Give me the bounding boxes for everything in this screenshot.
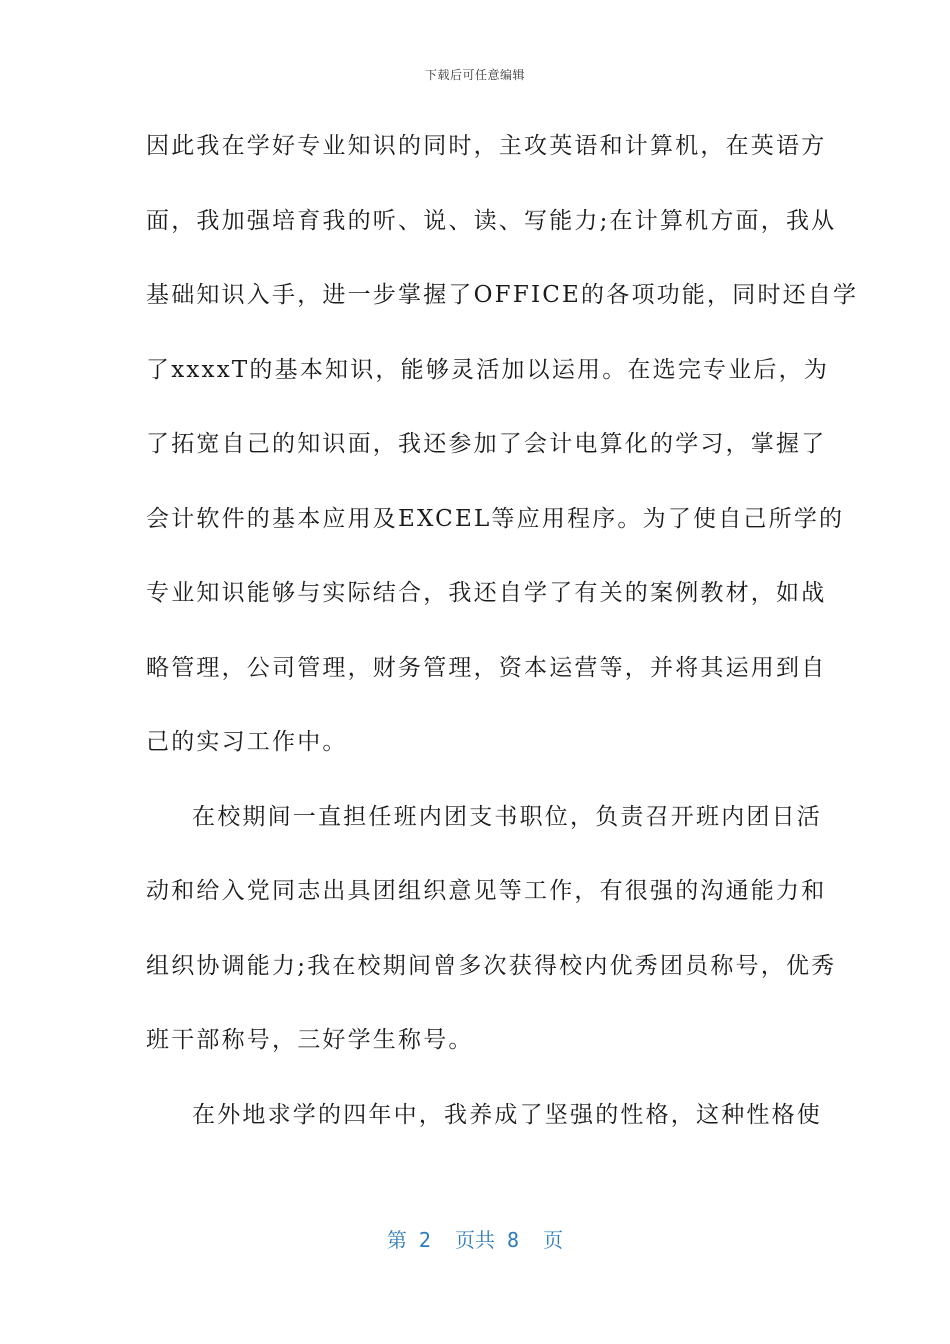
text-line: 面，我加强培育我的听、说、读、写能力;在计算机方面，我从 xyxy=(146,207,837,234)
text-line: 班干部称号，三好学生称号。 xyxy=(146,1027,474,1053)
paragraph-1 xyxy=(146,118,859,789)
text-line: 基础知识入手，进一步掌握了OFFICE的各项功能，同时还自学 xyxy=(146,282,859,308)
page-number-footer: 第 2 页共 8 页 xyxy=(386,1228,564,1252)
page-header: 下载后可任意编辑 xyxy=(424,68,525,82)
document-body xyxy=(146,118,859,1161)
text-line: 动和给入党同志出具团组织意见等工作，有很强的沟通能力和 xyxy=(146,878,827,904)
text-line: 专业知识能够与实际结合，我还自学了有关的案例教材，如战 xyxy=(146,580,827,606)
text-line: 组织协调能力;我在校期间曾多次获得校内优秀团员称号，优秀 xyxy=(146,952,837,979)
text-line: 略管理，公司管理，财务管理，资本运营等，并将其运用到自 xyxy=(146,654,827,681)
text-line: 了xxxxT的基本知识，能够灵活加以运用。在选完专业后，为 xyxy=(146,356,830,383)
text-line: 己的实习工作中。 xyxy=(146,729,348,755)
text-line: 在外地求学的四年中，我养成了坚强的性格，这种性格使 xyxy=(192,1101,822,1128)
text-line: 了拓宽自己的知识面，我还参加了会计电算化的学习，掌握了 xyxy=(146,431,827,457)
paragraph-3 xyxy=(146,1087,822,1162)
text-line: 因此我在学好专业知识的同时，主攻英语和计算机，在英语方 xyxy=(146,133,827,159)
text-line: 会计软件的基本应用及EXCEL等应用程序。为了使自己所学的 xyxy=(146,505,845,532)
text-line: 在校期间一直担任班内团支书职位，负责召开班内团日活 xyxy=(192,803,822,830)
paragraph-2 xyxy=(146,789,837,1087)
